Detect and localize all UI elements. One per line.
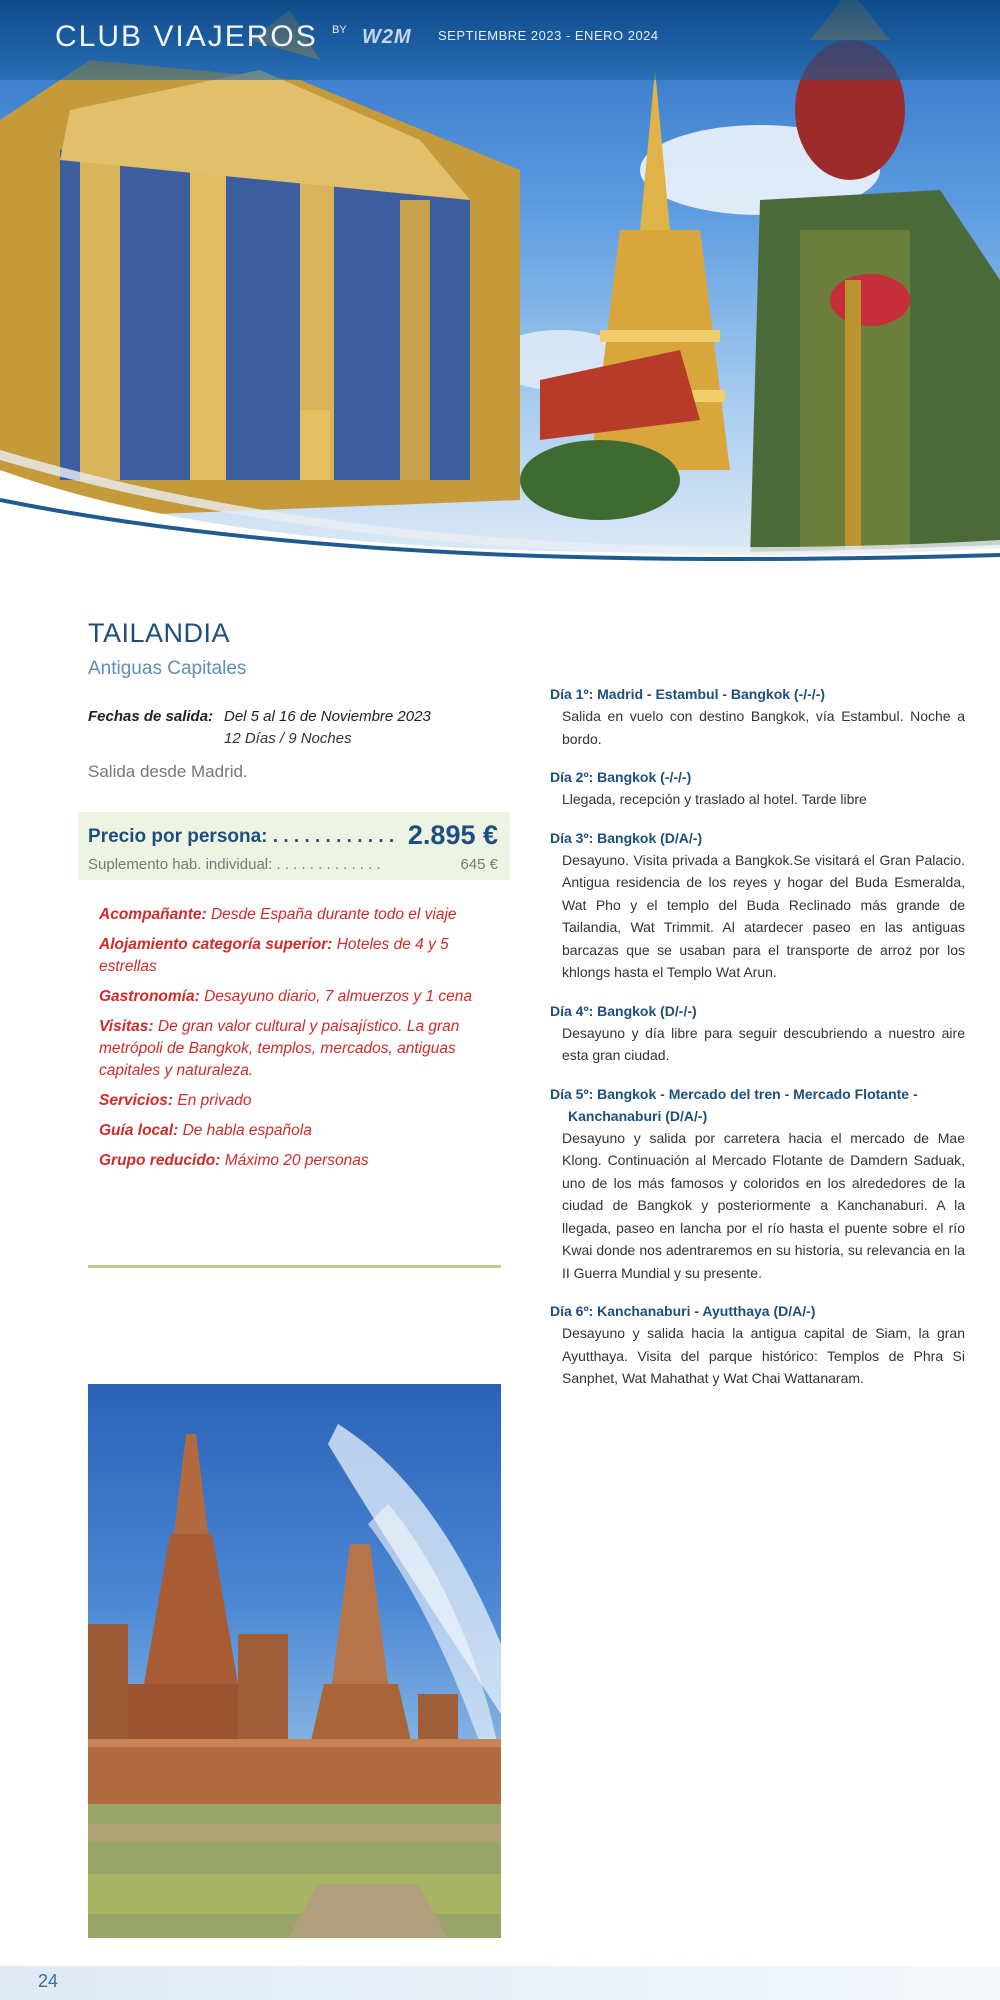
day-title: Día 1º: Madrid - Estambul - Bangkok (-/-/-) <box>550 686 826 702</box>
feature-label: Visitas: <box>99 1018 154 1035</box>
feature-item <box>99 904 504 926</box>
day-title-line1: Día 5º: Bangkok - Mercado del tren - Mercado Flotante - <box>550 1085 918 1102</box>
trip-subtitle: Antiguas Capitales <box>88 658 247 679</box>
itinerary-day <box>550 1083 965 1285</box>
feature-item <box>99 1150 504 1172</box>
feature-text: Desayuno diario, 7 almuerzos y 1 cena <box>204 988 473 1005</box>
section-divider <box>88 1265 501 1268</box>
catalog-dates: SEPTIEMBRE 2023 - ENERO 2024 <box>438 28 659 43</box>
day-title <box>550 1083 965 1127</box>
day-title: Día 2º: Bangkok (-/-/-) <box>550 769 692 785</box>
brand-title: CLUB VIAJEROS <box>55 20 318 53</box>
day-description: Salida en vuelo con destino Bangkok, vía Estambul. Noche a bordo. <box>562 708 965 747</box>
day-description: Llegada, recepción y traslado al hotel. Tarde libre <box>562 791 867 807</box>
day-description: Desayuno y día libre para seguir descubriendo a nuestro aire esta gran ciudad. <box>562 1024 965 1063</box>
trip-duration: 12 Días / 9 Noches <box>224 730 352 747</box>
day-title: Día 3º: Bangkok (D/A/-) <box>550 829 703 846</box>
day-description: Desayuno y salida hacia la antigua capital de Siam, la gran Ayutthaya. Visita del parque histórico: Templos de Phra Si Sanphet, Wat Mahathat y Wat Chai Wattanaram. <box>562 1325 965 1386</box>
feature-item <box>99 1016 504 1082</box>
supplement-label: Suplemento hab. individual: . . . . . . . . . . . . . <box>88 856 381 873</box>
itinerary-day <box>550 827 965 984</box>
hero-image <box>0 0 1000 580</box>
itinerary <box>550 683 965 1406</box>
feature-item <box>99 934 504 978</box>
feature-label: Grupo reducido: <box>99 1152 221 1169</box>
day-title: Día 6º: Kanchanaburi - Ayutthaya (D/A/-) <box>550 1303 816 1319</box>
price-box <box>78 812 510 880</box>
grand-palace-temple-photo <box>0 0 1000 580</box>
price-value: 2.895 € <box>407 820 498 850</box>
feature-text: De habla española <box>182 1122 312 1139</box>
feature-label: Gastronomía: <box>99 988 200 1005</box>
feature-text: Desde España durante todo el viaje <box>210 906 457 923</box>
secondary-photo <box>88 1384 501 1938</box>
feature-label: Acompañante: <box>99 906 207 923</box>
day-description: Desayuno. Visita privada a Bangkok.Se visitará el Gran Palacio. Antigua residencia de los reyes y hogar del Buda Esmeralda, Wat Pho y el templo del Buda Reclinado más grande de Tailandia, Wat Trimmit. Al atardecer paseo en las antiguas barcazas que se usaban para el transporte de arroz por los khlongs hasta el Templo Wat Arun. <box>562 851 965 980</box>
feature-text: Máximo 20 personas <box>224 1152 369 1169</box>
itinerary-day <box>550 683 965 750</box>
departure-dates-label: Fechas de salida: <box>88 708 214 725</box>
feature-label: Alojamiento categoría superior: <box>99 936 333 953</box>
brand-by-label: BY <box>332 24 347 36</box>
departure-city: Salida desde Madrid. <box>88 762 248 781</box>
price-label: Precio por persona: . . . . . . . . . . . . <box>88 826 395 847</box>
itinerary-day <box>550 1300 965 1390</box>
w2m-logo: W2M <box>362 26 412 48</box>
trip-title: TAILANDIA <box>88 618 231 648</box>
ayutthaya-ruins-photo <box>88 1384 501 1938</box>
feature-text: De gran valor cultural y paisajístico. La gran metrópoli de Bangkok, templos, mercados, antiguas capitales y naturaleza. <box>99 1018 460 1079</box>
day-description: Desayuno y salida por carretera hacia el mercado de Mae Klong. Continuación al Mercado Flotante de Damdern Saduak, uno de los más famosos y coloridos en los alrededores de la ciudad de Bangkok y posteriormente a Kanchanaburi. A la llegada, paseo en lancha por el río hasta el puente sobre el río Kwai donde nos adentraremos en su historia, su relevancia en la II Guerra Mundial y su presente. <box>562 1129 965 1281</box>
feature-item <box>99 1090 504 1112</box>
itinerary-day <box>550 1000 965 1067</box>
feature-item <box>99 986 504 1008</box>
feature-label: Guía local: <box>99 1122 179 1139</box>
footer-bar <box>0 1966 1000 2000</box>
features-list <box>99 904 504 1180</box>
day-title: Día 4º: Bangkok (D/-/-) <box>550 1002 697 1019</box>
feature-text: En privado <box>177 1092 252 1109</box>
departure-dates-value: Del 5 al 16 de Noviembre 2023 <box>224 708 431 725</box>
itinerary-day <box>550 766 965 811</box>
feature-item <box>99 1120 504 1142</box>
feature-text: Hoteles de 4 y 5 estrellas <box>99 936 449 975</box>
feature-label: Servicios: <box>99 1092 174 1109</box>
supplement-value: 645 € <box>460 856 498 873</box>
page-number: 24 <box>38 1971 59 1991</box>
day-title-line2: Kanchanaburi (D/A/-) <box>568 1107 708 1124</box>
